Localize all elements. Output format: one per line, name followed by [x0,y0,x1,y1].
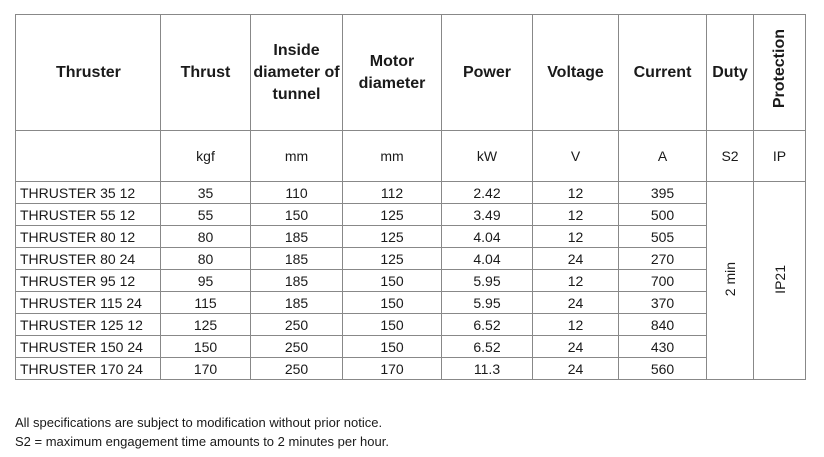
cell-motor-diameter: 125 [343,204,442,226]
header-duty: Duty [707,15,754,131]
duty-merged-cell [707,182,754,380]
header-inside-diameter: Inside diameter of tunnel [251,15,343,131]
table-row [16,292,806,314]
cell-voltage: 12 [533,270,619,292]
cell-inside-diameter: 150 [251,204,343,226]
cell-inside-diameter: 185 [251,226,343,248]
header-power: Power [442,15,533,131]
cell-power: 4.04 [442,248,533,270]
table-row [16,182,806,204]
cell-model: THRUSTER 80 12 [16,226,161,248]
unit-power: kW [442,131,533,182]
cell-current: 560 [619,358,707,380]
table-row [16,270,806,292]
cell-motor-diameter: 150 [343,336,442,358]
unit-duty: S2 [707,131,754,182]
cell-power: 6.52 [442,314,533,336]
table-row [16,336,806,358]
header-motor-diameter: Motor diameter [343,15,442,131]
duty-value: 2 min [722,261,738,297]
cell-voltage: 12 [533,226,619,248]
cell-thrust: 125 [161,314,251,336]
cell-thrust: 80 [161,226,251,248]
cell-power: 4.04 [442,226,533,248]
cell-voltage: 24 [533,248,619,270]
header-thruster: Thruster [16,15,161,131]
cell-motor-diameter: 150 [343,270,442,292]
cell-current: 700 [619,270,707,292]
header-thrust: Thrust [161,15,251,131]
footnote-s2-definition: S2 = maximum engagement time amounts to 2 minutes per hour. [15,434,389,449]
table-row [16,248,806,270]
cell-model: THRUSTER 35 12 [16,182,161,204]
cell-power: 11.3 [442,358,533,380]
protection-merged-cell [754,182,806,380]
cell-motor-diameter: 125 [343,226,442,248]
cell-current: 270 [619,248,707,270]
cell-current: 500 [619,204,707,226]
cell-motor-diameter: 150 [343,292,442,314]
cell-model: THRUSTER 115 24 [16,292,161,314]
unit-current: A [619,131,707,182]
cell-inside-diameter: 250 [251,314,343,336]
cell-thrust: 80 [161,248,251,270]
cell-thrust: 115 [161,292,251,314]
cell-thrust: 150 [161,336,251,358]
table-row [16,226,806,248]
table-row [16,204,806,226]
cell-model: THRUSTER 125 12 [16,314,161,336]
cell-power: 3.49 [442,204,533,226]
cell-inside-diameter: 185 [251,292,343,314]
table-row [16,358,806,380]
cell-thrust: 170 [161,358,251,380]
protection-value: IP21 [771,264,788,294]
cell-model: THRUSTER 95 12 [16,270,161,292]
cell-inside-diameter: 110 [251,182,343,204]
cell-current: 370 [619,292,707,314]
cell-model: THRUSTER 55 12 [16,204,161,226]
footnote-modification: All specifications are subject to modification without prior notice. [15,415,383,430]
unit-protection: IP [754,131,806,182]
cell-motor-diameter: 125 [343,248,442,270]
cell-model: THRUSTER 150 24 [16,336,161,358]
header-protection-label: Protection [770,29,788,109]
cell-power: 6.52 [442,336,533,358]
cell-motor-diameter: 112 [343,182,442,204]
cell-voltage: 24 [533,292,619,314]
cell-voltage: 12 [533,182,619,204]
cell-motor-diameter: 170 [343,358,442,380]
cell-voltage: 24 [533,336,619,358]
cell-current: 395 [619,182,707,204]
header-protection [754,15,806,131]
unit-inside-diameter: mm [251,131,343,182]
cell-voltage: 12 [533,314,619,336]
cell-thrust: 55 [161,204,251,226]
unit-voltage: V [533,131,619,182]
cell-inside-diameter: 250 [251,358,343,380]
header-voltage: Voltage [533,15,619,131]
unit-motor-diameter: mm [343,131,442,182]
cell-inside-diameter: 185 [251,248,343,270]
cell-thrust: 95 [161,270,251,292]
cell-motor-diameter: 150 [343,314,442,336]
cell-voltage: 24 [533,358,619,380]
cell-power: 5.95 [442,292,533,314]
unit-thruster [16,131,161,182]
cell-current: 505 [619,226,707,248]
cell-power: 2.42 [442,182,533,204]
header-row [16,15,806,131]
cell-power: 5.95 [442,270,533,292]
units-row [16,131,806,182]
cell-thrust: 35 [161,182,251,204]
cell-inside-diameter: 185 [251,270,343,292]
cell-voltage: 12 [533,204,619,226]
cell-model: THRUSTER 170 24 [16,358,161,380]
unit-thrust: kgf [161,131,251,182]
cell-current: 840 [619,314,707,336]
cell-current: 430 [619,336,707,358]
table-row [16,314,806,336]
footnotes [15,413,389,451]
cell-model: THRUSTER 80 24 [16,248,161,270]
thruster-spec-table [15,14,806,380]
cell-inside-diameter: 250 [251,336,343,358]
header-current: Current [619,15,707,131]
